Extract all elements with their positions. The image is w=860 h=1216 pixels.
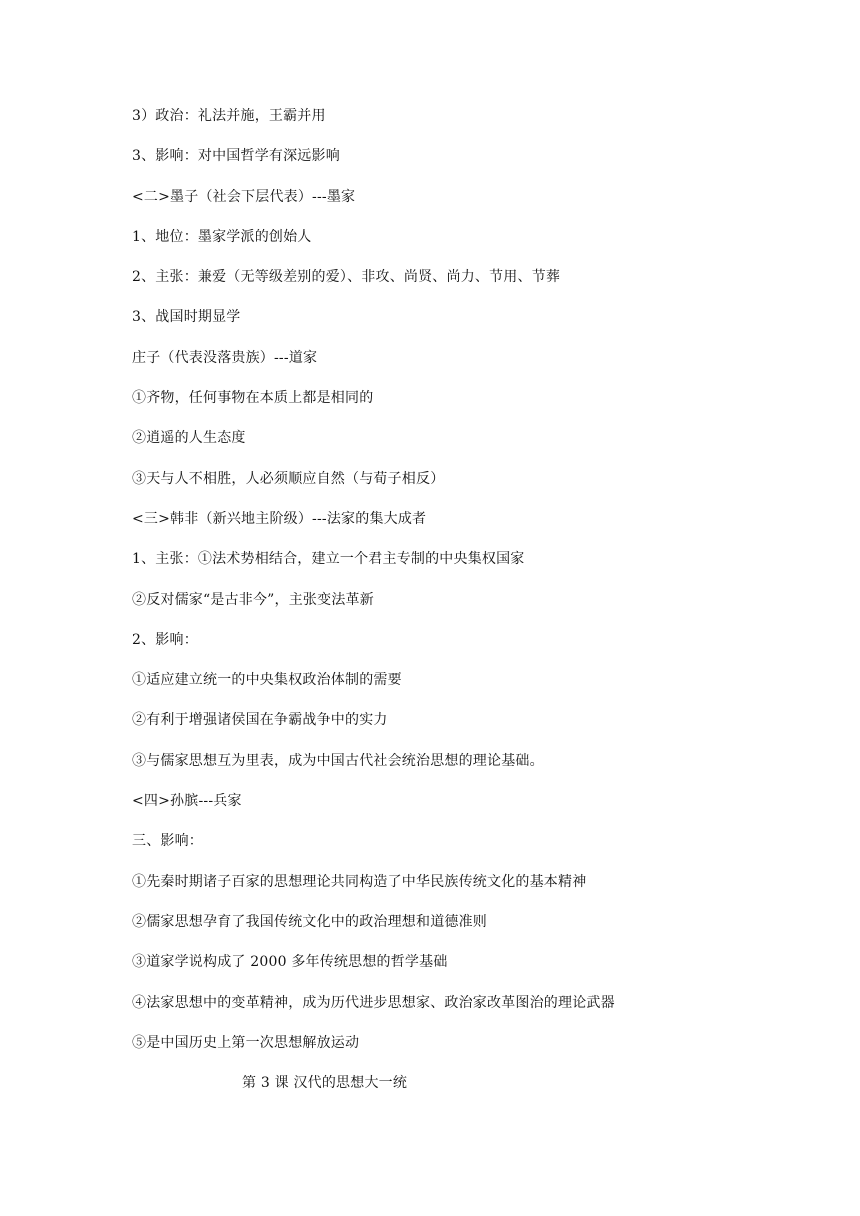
section-heading: <三>韩非（新兴地主阶级）---法家的集大成者 <box>132 510 427 527</box>
text-line: ①先秦时期诸子百家的思想理论共同构造了中华民族传统文化的基本精神 <box>132 873 587 890</box>
text-line: ②反对儒家“是古非今”，主张变法革新 <box>132 591 374 608</box>
lesson-title: 第 3 课 汉代的思想大一统 <box>242 1075 408 1092</box>
section-heading: <二>墨子（社会下层代表）---墨家 <box>132 188 356 205</box>
text-line: 3）政治：礼法并施，王霸并用 <box>132 108 326 124</box>
text-line: ②儒家思想孕育了我国传统文化中的政治理想和道德准则 <box>132 913 487 930</box>
text-line: ②有利于增强诸侯国在争霸战争中的实力 <box>132 712 388 729</box>
text-line: ①适应建立统一的中央集权政治体制的需要 <box>132 672 402 689</box>
section-heading: <四>孙膑---兵家 <box>132 793 242 810</box>
text-line: ②逍遥的人生态度 <box>132 430 246 447</box>
text-line: ①齐物，任何事物在本质上都是相同的 <box>132 390 374 407</box>
text-line: ③天与人不相胜，人必须顺应自然（与荀子相反） <box>132 470 445 487</box>
section-heading: 三、影响： <box>132 833 203 850</box>
text-line: 1、地位：墨家学派的创始人 <box>132 228 312 245</box>
text-line: 2、主张：兼爱（无等级差别的爱）、非攻、尚贤、尚力、节用、节葬 <box>132 269 561 286</box>
text-line: 1、主张：①法术势相结合，建立一个君主专制的中央集权国家 <box>132 551 525 568</box>
document-body <box>132 106 772 1113</box>
text-line: 3、战国时期显学 <box>132 309 241 326</box>
section-heading: 庄子（代表没落贵族）---道家 <box>132 349 318 366</box>
text-line: ③与儒家思想互为里表，成为中国古代社会统治思想的理论基础。 <box>132 752 544 769</box>
text-line: ④法家思想中的变革精神，成为历代进步思想家、政治家改革图治的理论武器 <box>132 994 615 1011</box>
text-line: ⑤是中国历史上第一次思想解放运动 <box>132 1034 360 1051</box>
text-line: 2、影响： <box>132 631 198 648</box>
text-line: ③道家学说构成了 2000 多年传统思想的哲学基础 <box>132 954 448 971</box>
text-line: 3、影响：对中国哲学有深远影响 <box>132 148 340 165</box>
